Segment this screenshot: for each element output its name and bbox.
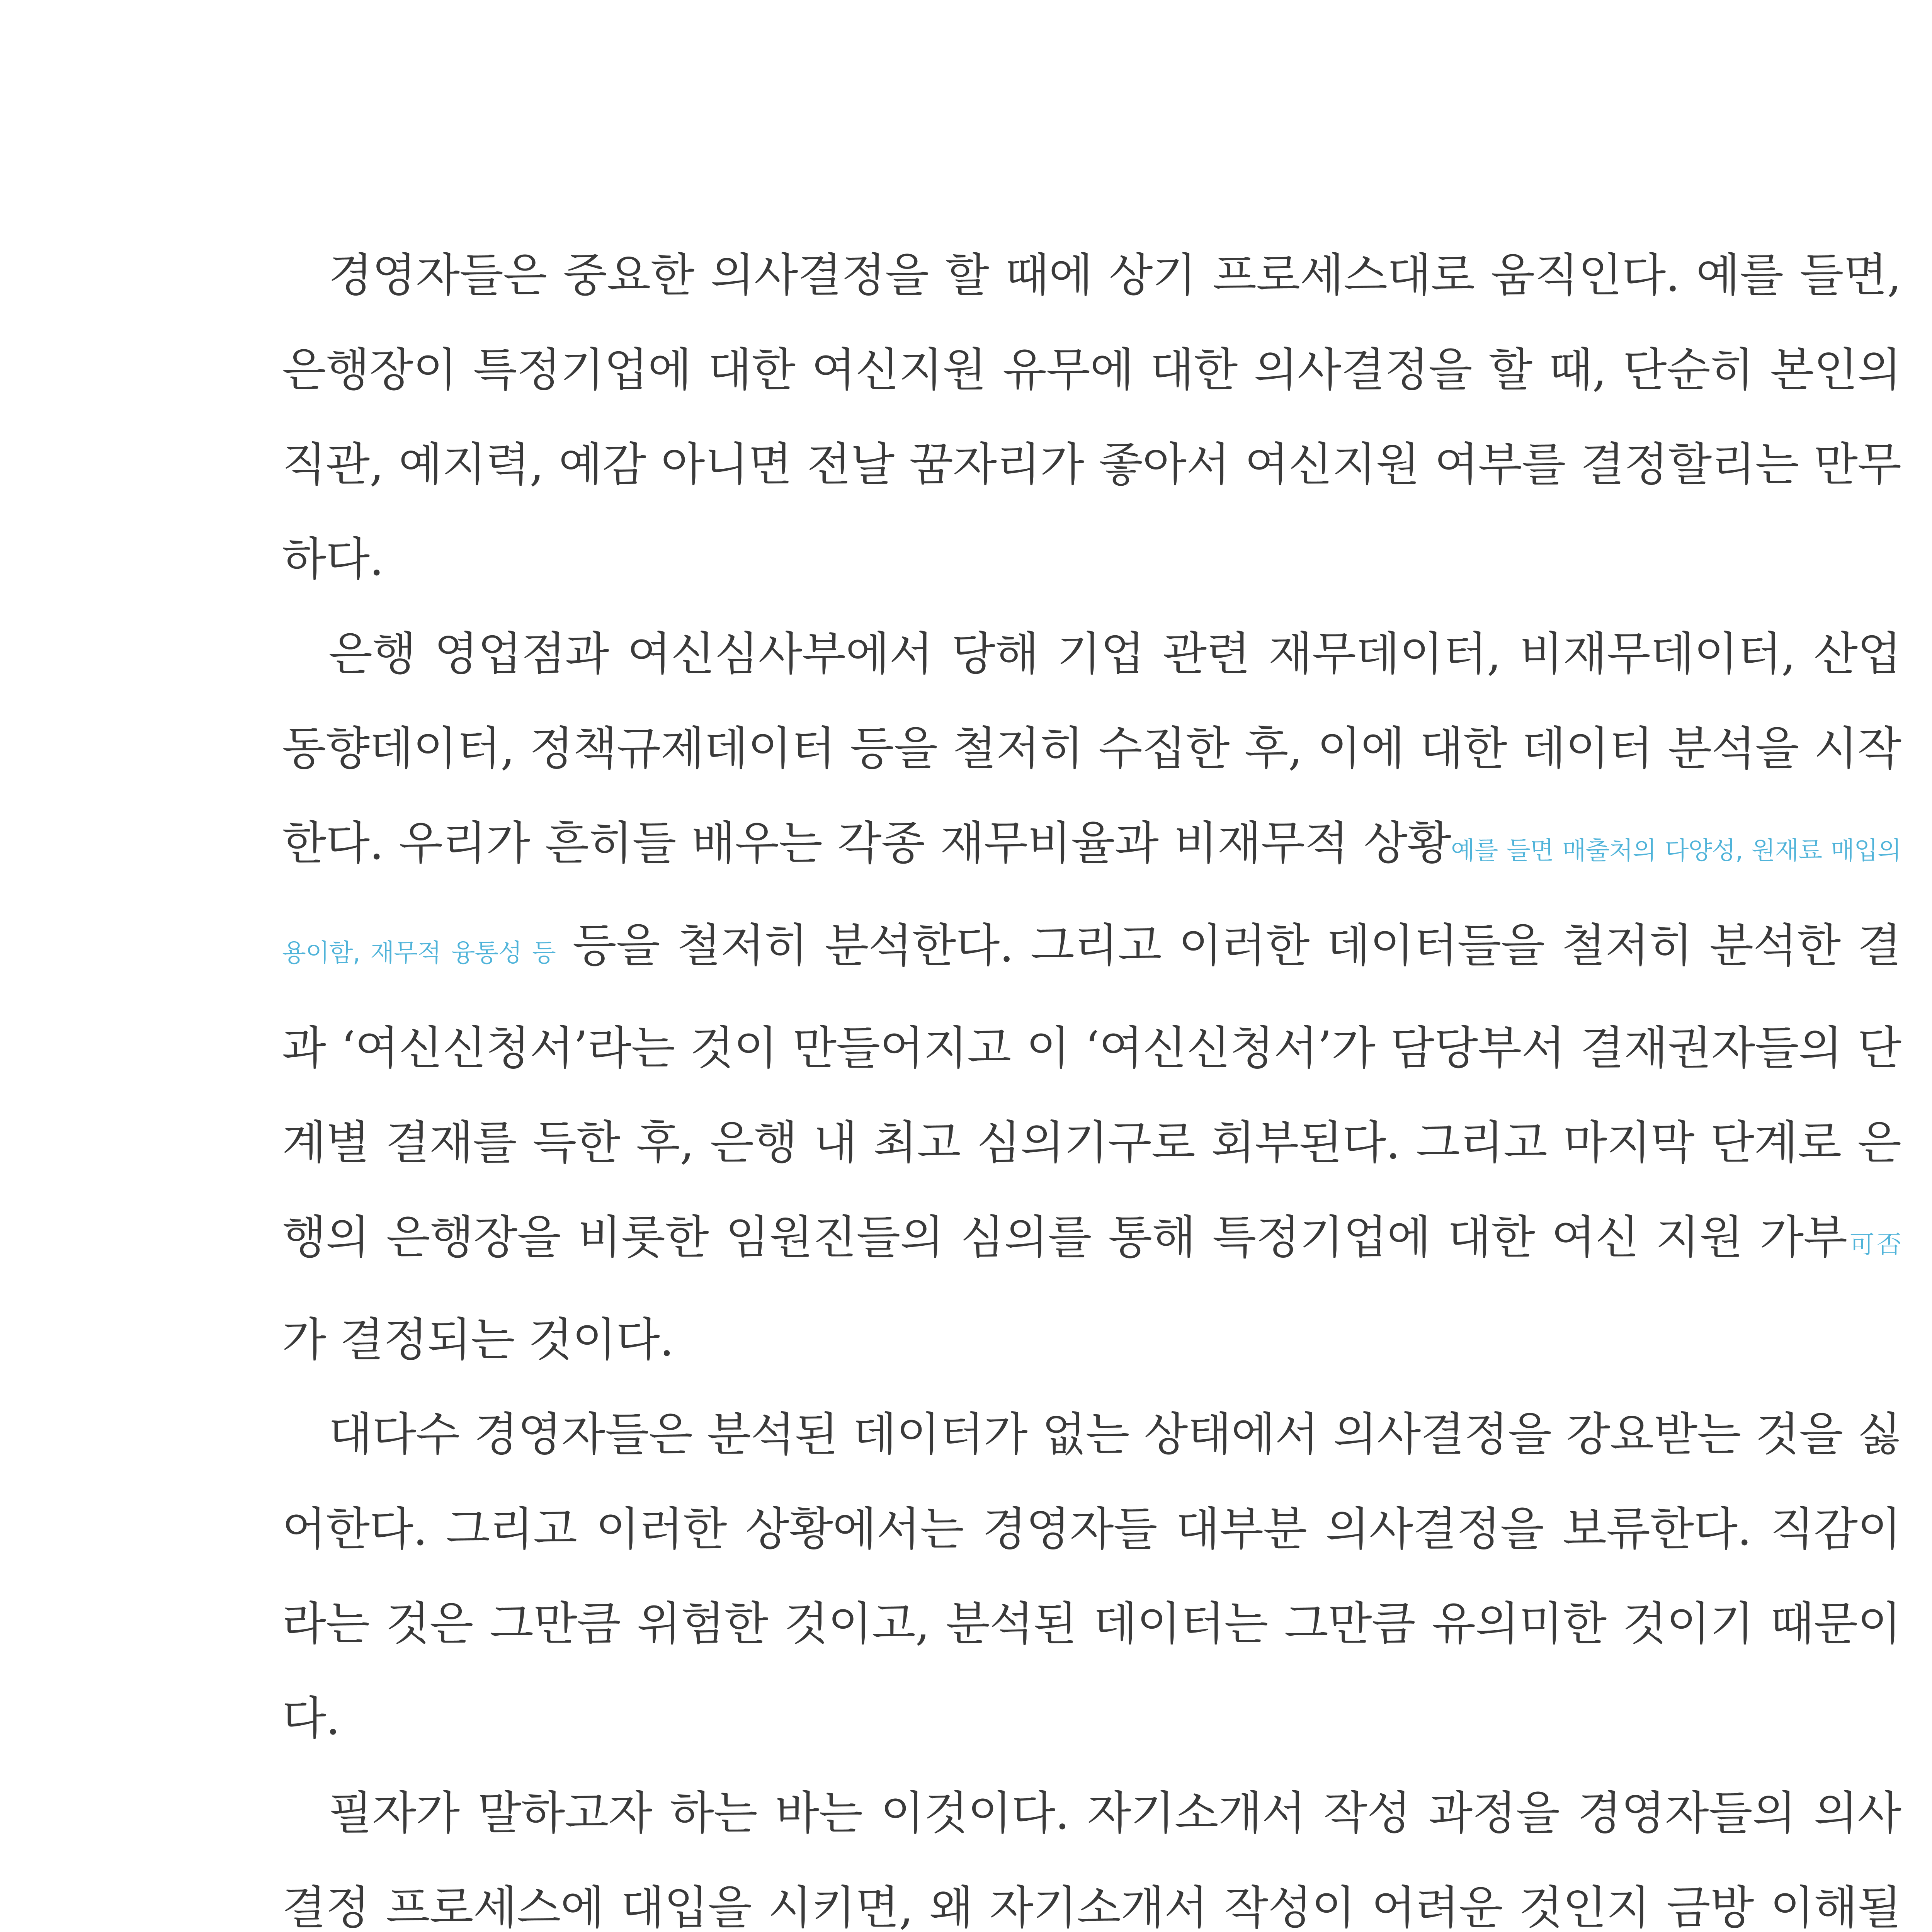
paragraph-3: 대다수 경영자들은 분석된 데이터가 없는 상태에서 의사결정을 강요받는 것을 싫어한다. 그리고 이러한 상황에서는 경영자들 대부분 의사결정을 보류한다. 직감이라는 것은 그만큼 위험한 것이고, 분석된 데이터는 그만큼 유의미한 것이기 때문이다. [282, 1408, 1901, 1745]
inline-note-examples: 예를 들면 매출처의 다양성, 원재료 매입의 용이함, 재무적 융통성 등 [282, 837, 1901, 968]
paragraph-2-text-c: 가 결정되는 것이다. [282, 1313, 674, 1366]
paragraph-2-text-b: 등을 철저히 분석한다. 그리고 이러한 데이터들을 철저히 분석한 결과 ‘여신신청서’라는 것이 만들어지고 이 ‘여신신청서’가 담당부서 결재권자들의 단계별 결재를 득한 후, 은행 내 최고 심의기구로 회부된다. 그리고 마지막 단계로 은행의 은행장을 비롯한 임원진들의 심의를 통해 특정기업에 대한 여신 지원 가부 [282, 919, 1901, 1264]
paragraph-2 [282, 607, 1901, 1387]
body-text [282, 228, 1901, 1932]
paragraph-1: 경영자들은 중요한 의사결정을 할 때에 상기 프로세스대로 움직인다. 예를 들면, 은행장이 특정기업에 대한 여신지원 유무에 대한 의사결정을 할 때, 단순히 본인의 직관, 예지력, 예감 아니면 전날 꿈자리가 좋아서 여신지원 여부를 결정할리는 만무하다. [282, 248, 1901, 586]
inline-note-hanja: 可否 [1847, 1231, 1901, 1259]
paragraph-2-text-a: 은행 영업점과 여신심사부에서 당해 기업 관련 재무데이터, 비재무데이터, 산업동향데이터, 정책규제데이터 등을 철저히 수집한 후, 이에 대한 데이터 분석을 시작한다. 우리가 흔히들 배우는 각종 재무비율과 비재무적 상황 [282, 627, 1901, 870]
paragraph-4: 필자가 말하고자 하는 바는 이것이다. 자기소개서 작성 과정을 경영자들의 의사결정 프로세스에 대입을 시키면, 왜 자기소개서 작성이 어려운 것인지 금방 이해될 [282, 1786, 1901, 1932]
